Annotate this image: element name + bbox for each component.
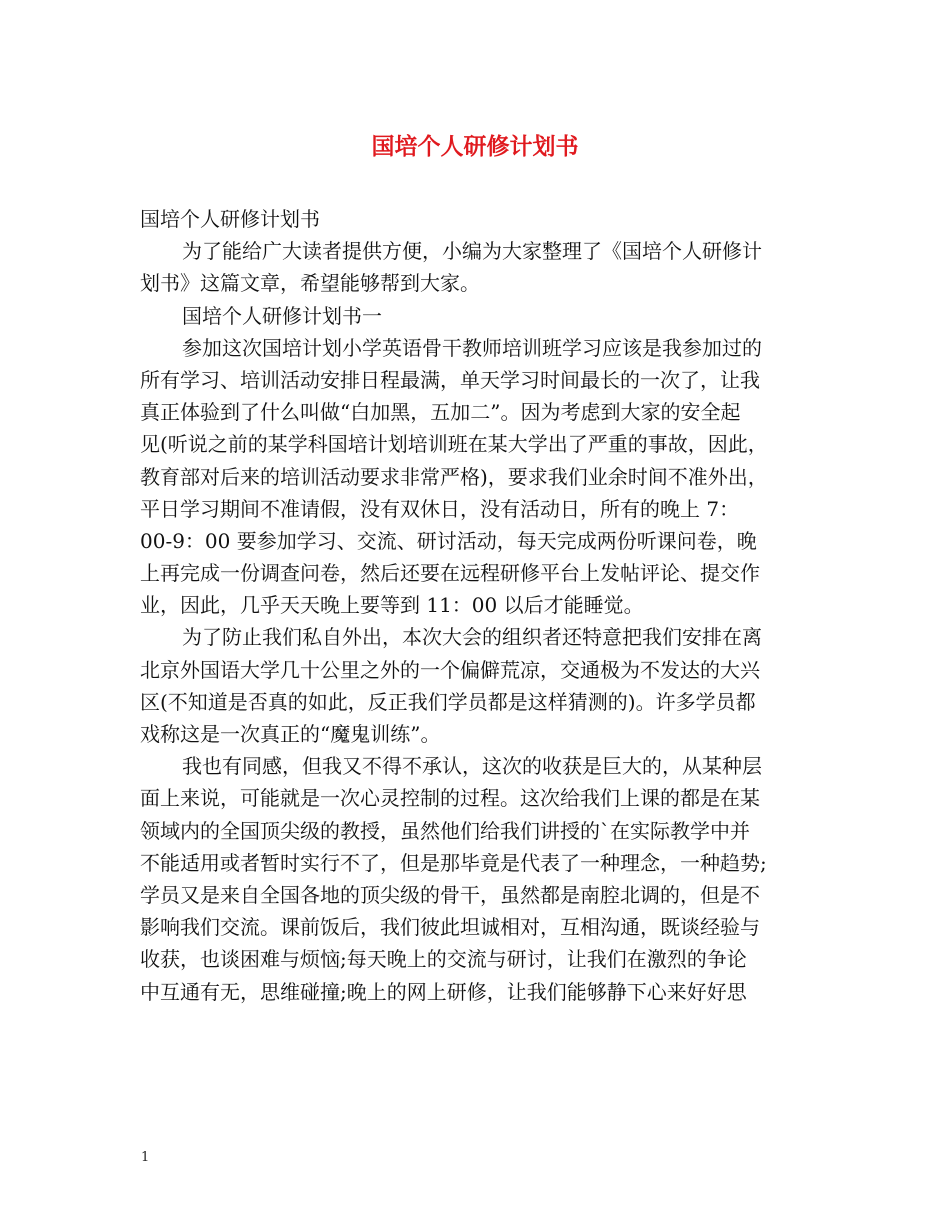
body-line: 参加这次国培计划小学英语骨干教师培训班学习应该是我参加过的 xyxy=(182,335,762,360)
body-line: 领域内的全国顶尖级的教授，虽然他们给我们讲授的`在实际教学中并 xyxy=(140,818,750,843)
body-line: 国培个人研修计划书 xyxy=(140,207,320,231)
body-line: 为了能给广大读者提供方便，小编为大家整理了《国培个人研修计 xyxy=(182,239,762,264)
body-line: 上再完成一份调查问卷，然后还要在远程研修平台上发帖评论、提交作 xyxy=(140,561,760,586)
body-line: 区(不知道是否真的如此，反正我们学员都是这样猜测的)。许多学员都 xyxy=(140,689,756,714)
document-body xyxy=(140,203,826,1008)
page-number: 1 xyxy=(141,1150,150,1165)
body-line: 教育部对后来的培训活动要求非常严格)，要求我们业余时间不准外出， xyxy=(140,464,768,489)
body-line: 划书》这篇文章，希望能够帮到大家。 xyxy=(140,271,480,296)
document-title: 国培个人研修计划书 xyxy=(371,133,579,160)
body-line: 平日学习期间不准请假，没有双休日，没有活动日，所有的晚上 7： xyxy=(140,496,740,521)
body-line: 戏称这是一次真正的“魔鬼训练”。 xyxy=(140,722,441,746)
body-line: 00-9：00 要参加学习、交流、研讨活动，每天完成两份听课问卷，晚 xyxy=(140,528,757,553)
body-line: 为了防止我们私自外出，本次大会的组织者还特意把我们安排在离 xyxy=(182,625,762,650)
body-line: 中互通有无，思维碰撞;晚上的网上研修，让我们能够静下心来好好思 xyxy=(140,979,747,1004)
section-heading: 国培个人研修计划书一 xyxy=(182,303,382,328)
body-line: 见(听说之前的某学科国培计划培训班在某大学出了严重的事故，因此， xyxy=(140,432,768,457)
body-line: 真正体验到了什么叫做“白加黑，五加二”。因为考虑到大家的安全起 xyxy=(140,400,741,425)
body-line: 收获，也谈困难与烦恼;每天晚上的交流与研讨，让我们在激烈的争论 xyxy=(140,947,747,972)
body-line: 业，因此，几乎天天晚上要等到 11：00 以后才能睡觉。 xyxy=(140,593,644,618)
body-line: 影响我们交流。课前饭后，我们彼此坦诚相对，互相沟通，既谈经验与 xyxy=(140,915,760,940)
body-line: 北京外国语大学几十公里之外的一个偏僻荒凉，交通极为不发达的大兴 xyxy=(140,657,760,682)
body-line: 我也有同感，但我又不得不承认，这次的收获是巨大的，从某种层 xyxy=(182,754,762,779)
body-line: 学员又是来自全国各地的顶尖级的骨干，虽然都是南腔北调的，但是不 xyxy=(140,882,760,907)
body-line: 面上来说，可能就是一次心灵控制的过程。这次给我们上课的都是在某 xyxy=(140,786,760,811)
body-line: 所有学习、培训活动安排日程最满，单天学习时间最长的一次了，让我 xyxy=(140,367,760,392)
body-line: 不能适用或者暂时实行不了，但是那毕竟是代表了一种理念，一种趋势; xyxy=(140,850,767,875)
